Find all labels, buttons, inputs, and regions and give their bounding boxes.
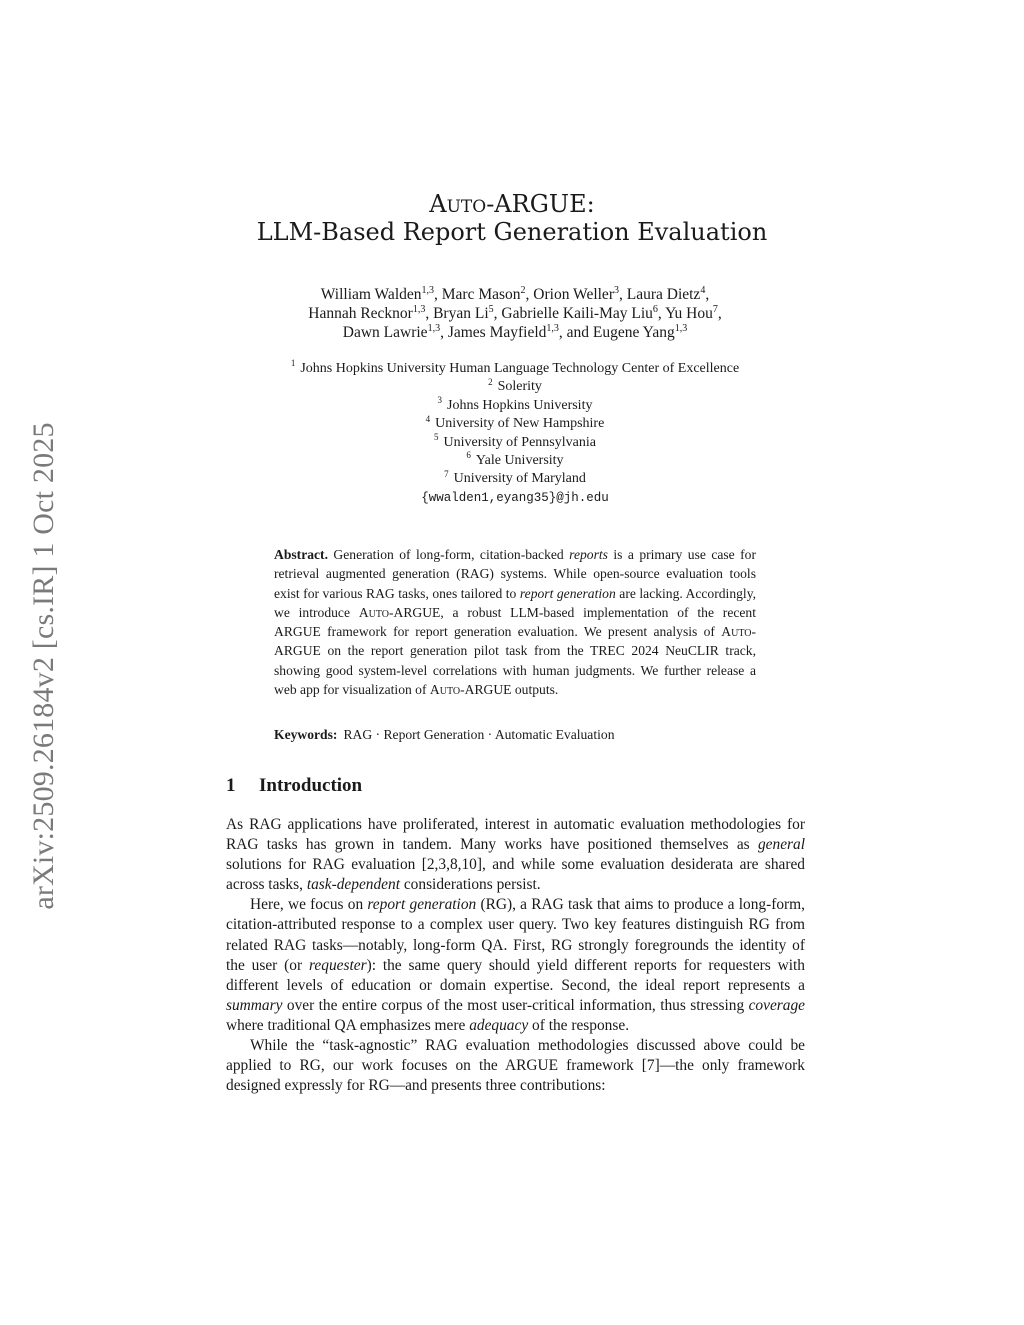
author-affiliation-mark: 1,3 <box>412 303 426 315</box>
section-title: Introduction <box>259 775 363 796</box>
author-list: William Walden$^{1,3}$, Marc Mason$^2$, Orion Weller$^3$, Laura Dietz$^4$, Hannah Recknor$^{1,3}$, Bryan Li$^5$, Gabrielle Kaili-May Liu$^6$, Yu Hou$^7$, Dawn Lawrie$^{1,3}$, James Mayfield$^{1,3}$, and Eugene Yang$^{1,3}$ <box>308 284 722 341</box>
author-affiliation-mark: 6 <box>652 303 658 315</box>
affiliation-item: $^6$ Yale University <box>466 450 564 469</box>
system-name: Auto-ARGUE <box>274 624 756 659</box>
author-name: Orion Weller <box>533 286 614 303</box>
author-affiliation-mark: 5 <box>488 303 494 315</box>
author-affiliation-mark: 3 <box>613 284 619 296</box>
body-text <box>226 815 805 1096</box>
author-name: William Walden <box>320 286 422 303</box>
system-name: Auto-ARGUE <box>358 604 441 620</box>
contact-email[interactable]: {wwalden1,eyang35}@jh.edu <box>421 490 609 505</box>
section-number: 1 <box>226 775 236 796</box>
paragraph: As RAG applications have proliferated, interest in automatic evaluation methodologies for RAG tasks has grown in tandem. Many works have positioned themselves as general solutions for RAG evaluation [2,3,8,10], and while some evaluation desiderata are shared across tasks, task-dependent considerations persist. <box>226 816 805 894</box>
author-name: Eugene Yang <box>592 324 675 341</box>
abstract-label: Abstract. <box>274 547 328 562</box>
author-name: Gabrielle Kaili-May Liu <box>501 305 653 322</box>
section-heading <box>226 775 362 797</box>
author-name: Yu Hou <box>665 305 713 322</box>
author-name: Dawn Lawrie <box>342 324 428 341</box>
affiliation-item: $^1$ Johns Hopkins University Human Language Technology Center of Excellence <box>290 358 740 376</box>
author-affiliation-mark: 7 <box>712 303 718 315</box>
author-name: Laura Dietz <box>626 286 701 303</box>
paper-title-line2: LLM-Based Report Generation Evaluation <box>256 218 768 246</box>
abstract: Abstract. Generation of long-form, citation-backed reports is a primary use case for retrieval augmented generation (RAG) systems. While open-source evaluation tools exist for various RAG tasks, ones tailored to report generation are lacking. Accordingly, we introduce Auto-ARGUE, a robust LLM-based implementation of the recent ARGUE framework for report generation evaluation. We present analysis of Auto-ARGUE on the report generation pilot task from the TREC 2024 NeuCLIR track, showing good system-level correlations with human judgments. We further release a web app for visualization of Auto-ARGUE outputs. <box>274 547 757 698</box>
author-affiliation-mark: 1,3 <box>421 284 435 296</box>
author-name: Marc Mason <box>441 286 521 303</box>
author-name: James Mayfield <box>447 324 547 341</box>
author-conjunction: and <box>566 324 590 341</box>
keywords-label: Keywords: <box>274 727 338 742</box>
paragraph: While the “task-agnostic” RAG evaluation methodologies discussed above could be applied to RG, our work focuses on the ARGUE framework [7]—the only framework designed expressly for RG—and presents three contributions: <box>226 1037 805 1095</box>
affiliation-item: $^4$ University of New Hampshire <box>425 413 605 432</box>
author-affiliation-mark: 1,3 <box>674 322 688 334</box>
arxiv-sidebar-identifier[interactable]: arXiv:2509.26184v2 [cs.IR] 1 Oct 2025 <box>27 422 60 910</box>
author-name: Bryan Li <box>433 305 489 322</box>
affiliation-item: $^5$ University of Pennsylvania <box>434 431 596 450</box>
keywords <box>274 727 756 743</box>
author-affiliation-mark: 1,3 <box>427 322 441 334</box>
author-name: Hannah Recknor <box>308 305 413 322</box>
affiliation-list <box>200 360 830 507</box>
affiliation-item: $^2$ Solerity <box>488 376 542 395</box>
affiliation-item: $^3$ Johns Hopkins University <box>437 395 593 413</box>
author-affiliation-mark: 1,3 <box>546 322 559 334</box>
system-name: Auto-ARGUE <box>429 682 512 698</box>
affiliation-item: $^7$ University of Maryland <box>444 468 586 487</box>
paragraph: Here, we focus on report generation (RG), a RAG task that aims to produce a long-form, citation-attributed response to a complex user query. Two key features distinguish RG from related RAG tasks—notably, long-form QA. First, RG strongly foregrounds the identity of the user (or requester): the same query should yield different reports for requesters with different levels of education or domain expertise. Second, the ideal report represents a summary over the entire corpus of the most user-critical information, thus stressing coverage where traditional QA emphasizes mere adequacy of the response. <box>226 896 805 1034</box>
author-affiliation-mark: 2 <box>520 284 526 296</box>
paper-title-line1: Auto-ARGUE: <box>429 190 595 218</box>
keywords-text: RAG · Report Generation · Automatic Evaluation <box>343 727 615 742</box>
author-affiliation-mark: 4 <box>700 284 706 296</box>
